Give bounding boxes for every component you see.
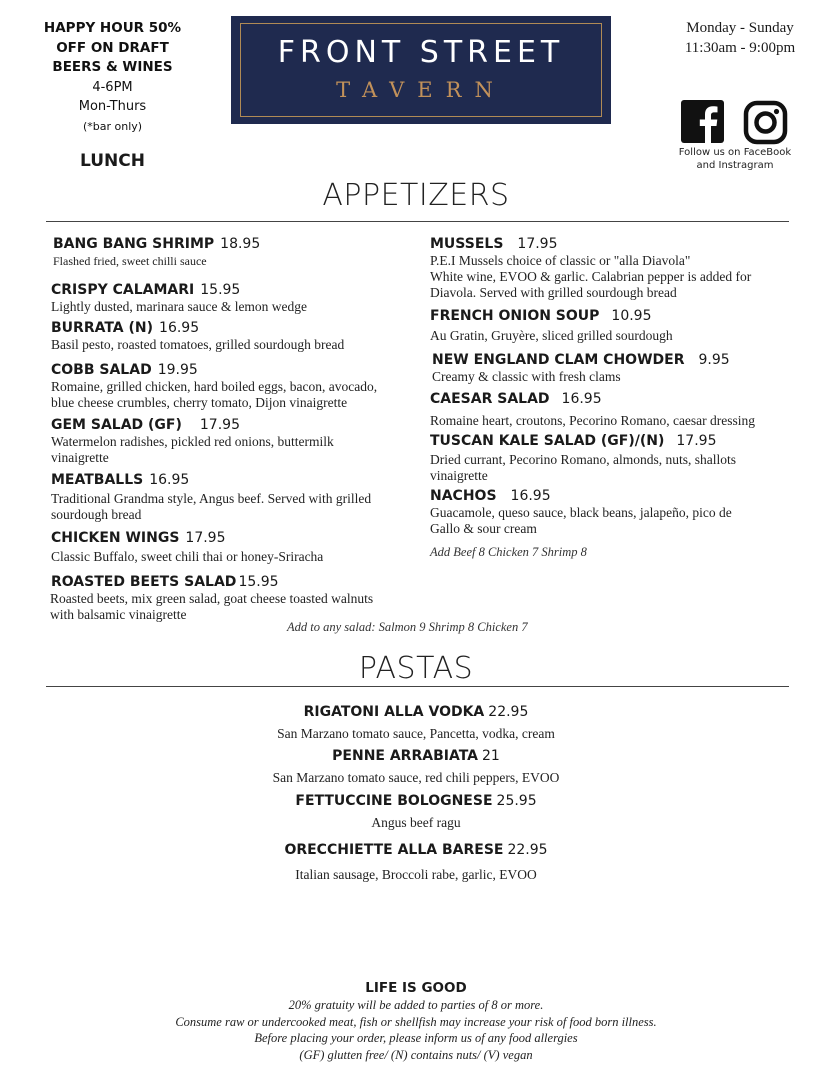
item-description: sourdough bread [51, 507, 142, 522]
instagram-icon[interactable] [743, 100, 788, 145]
item-price: 19.95 [157, 362, 198, 378]
item-description: Dried currant, Pecorino Romano, almonds, nuts, shallots [430, 452, 736, 467]
item-description: Traditional Grandma style, Angus beef. Served with grilled [51, 491, 372, 506]
item-description: vinaigrette [51, 450, 109, 465]
footer-line: Before placing your order, please inform us of any food allergies [254, 1031, 578, 1045]
item-description: with balsamic vinaigrette [50, 607, 187, 622]
item-price: 16.95 [561, 391, 602, 407]
item-price: 16.95 [149, 472, 190, 488]
pastas-heading: PASTAS [358, 651, 474, 686]
item-name: NEW ENGLAND CLAM CHOWDER [432, 352, 685, 368]
pasta-name: ORECCHIETTE ALLA BARESE [284, 842, 504, 858]
footer-line: (GF) glutten free/ (N) contains nuts/ (V) vegan [299, 1047, 533, 1062]
item-description: Romaine, grilled chicken, hard boiled eggs, bacon, avocado, [51, 379, 378, 394]
opening-hours [660, 18, 820, 58]
item-description: P.E.I Mussels choice of classic or "alla Diavola" [430, 253, 691, 268]
item-description: Romaine heart, croutons, Pecorino Romano, caesar dressing [430, 413, 756, 428]
item-price: 9.95 [698, 352, 730, 368]
item-price: 16.95 [510, 488, 551, 504]
happy-hour-title-line: BEERS & WINES [52, 59, 173, 75]
menu-footer [0, 980, 832, 1063]
item-name: COBB SALAD [51, 362, 152, 378]
item-price: 17.95 [185, 530, 226, 546]
item-price: 17.95 [517, 236, 558, 252]
item-name: CHICKEN WINGS [51, 530, 180, 546]
nachos-addon-note: Add Beef 8 Chicken 7 Shrimp 8 [430, 545, 587, 559]
logo-line-2: TAVERN [336, 78, 506, 102]
happy-hour-title-line: OFF ON DRAFT [56, 39, 169, 56]
item-name: NACHOS [430, 488, 497, 504]
menu-type-label: LUNCH [80, 151, 145, 171]
pastas-divider [46, 686, 789, 687]
item-name: BANG BANG SHRIMP [53, 236, 215, 252]
pasta-description: Italian sausage, Broccoli rabe, garlic, EVOO [295, 867, 537, 882]
item-description: Flashed fried, sweet chilli sauce [53, 254, 207, 268]
item-price: 18.95 [220, 236, 261, 252]
item-name: FRENCH ONION SOUP [430, 308, 600, 324]
happy-hour-box [20, 19, 205, 138]
item-description: Guacamole, queso sauce, black beans, jalapeño, pico de [430, 505, 732, 520]
appetizers-heading: APPETIZERS [322, 178, 510, 213]
menu-item [430, 432, 736, 484]
menu-item [53, 235, 260, 269]
item-description: Diavola. Served with grilled sourdough bread [430, 285, 677, 300]
footer-title: LIFE IS GOOD [365, 980, 467, 996]
salad-addon-note: Add to any salad: Salmon 9 Shrimp 8 Chicken 7 [287, 620, 528, 634]
menu-item [51, 471, 371, 523]
item-description: Roasted beets, mix green salad, goat cheese toasted walnuts [50, 591, 374, 606]
item-description: White wine, EVOO & garlic. Calabrian pepper is added for [430, 269, 752, 284]
item-name: TUSCAN KALE SALAD (GF)/(N) [430, 433, 665, 449]
item-description: blue cheese crumbles, cherry tomato, Dijon vinaigrette [51, 395, 348, 410]
menu-item [51, 281, 307, 315]
item-description: Classic Buffalo, sweet chili thai or honey-Sriracha [51, 549, 324, 564]
menu-item [51, 319, 344, 353]
pasta-description: Angus beef ragu [371, 815, 461, 830]
happy-hour-note: (*bar only) [82, 119, 143, 133]
item-name: CRISPY CALAMARI [51, 282, 195, 298]
menu-item [51, 529, 323, 565]
pasta-description: San Marzano tomato sauce, red chili peppers, EVOO [272, 770, 560, 785]
item-name: GEM SALAD (GF) [51, 417, 182, 433]
logo-line-1: FRONT STREET [277, 35, 565, 70]
hours-days: Monday - Sunday [686, 20, 794, 36]
tavern-logo [231, 16, 611, 124]
item-description: Creamy & classic with fresh clams [432, 369, 621, 384]
item-description: Watermelon radishes, pickled red onions, buttermilk [51, 434, 334, 449]
pasta-price: 25.95 [496, 793, 537, 809]
menu-item [432, 351, 730, 385]
pasta-item [0, 747, 832, 786]
appetizers-divider [46, 221, 789, 222]
pasta-name: PENNE ARRABIATA [332, 748, 479, 764]
item-name: MEATBALLS [51, 472, 144, 488]
happy-hour-time: 4-6PM [92, 79, 133, 95]
menu-item [51, 416, 334, 466]
footer-line: 20% gratuity will be added to parties of 8 or more. [288, 998, 544, 1012]
pasta-price: 21 [482, 748, 500, 764]
item-description: Au Gratin, Gruyère, sliced grilled sourdough [430, 328, 673, 343]
social-follow-line: Follow us on FaceBook [678, 147, 792, 158]
item-price: 15.95 [200, 282, 241, 298]
menu-item [430, 390, 755, 429]
footer-line: Consume raw or undercooked meat, fish or shellfish may increase your risk of food born illness. [175, 1014, 657, 1029]
pasta-price: 22.95 [507, 842, 548, 858]
item-price: 16.95 [159, 320, 200, 336]
menu-item [430, 487, 732, 537]
item-name: MUSSELS [430, 236, 504, 252]
pasta-description: San Marzano tomato sauce, Pancetta, vodka, cream [277, 726, 555, 741]
item-price: 15.95 [238, 574, 279, 590]
item-price: 17.95 [199, 417, 240, 433]
social-follow-line: and Instragram [696, 160, 774, 171]
item-description: Lightly dusted, marinara sauce & lemon wedge [51, 299, 308, 314]
pasta-item [0, 792, 832, 831]
pasta-item [0, 841, 832, 883]
menu-item [51, 361, 377, 411]
item-price: 17.95 [676, 433, 717, 449]
item-name: BURRATA (N) [51, 320, 154, 336]
facebook-icon[interactable] [681, 100, 724, 143]
item-price: 10.95 [611, 308, 652, 324]
menu-item [430, 307, 673, 344]
menu-item [50, 573, 373, 623]
happy-hour-days: Mon-Thurs [78, 98, 147, 114]
item-description: vinaigrette [430, 468, 488, 483]
pasta-price: 22.95 [488, 704, 529, 720]
item-description: Gallo & sour cream [430, 521, 537, 536]
menu-item [430, 235, 751, 301]
item-description: Basil pesto, roasted tomatoes, grilled sourdough bread [51, 337, 345, 352]
hours-time: 11:30am - 9:00pm [684, 40, 796, 56]
pasta-name: FETTUCCINE BOLOGNESE [295, 793, 493, 809]
happy-hour-title-line: HAPPY HOUR 50% [43, 20, 182, 36]
social-follow-text [637, 146, 833, 172]
pasta-name: RIGATONI ALLA VODKA [303, 704, 485, 720]
pasta-item [0, 703, 832, 742]
item-name: ROASTED BEETS SALAD [51, 574, 237, 590]
item-name: CAESAR SALAD [430, 391, 550, 407]
